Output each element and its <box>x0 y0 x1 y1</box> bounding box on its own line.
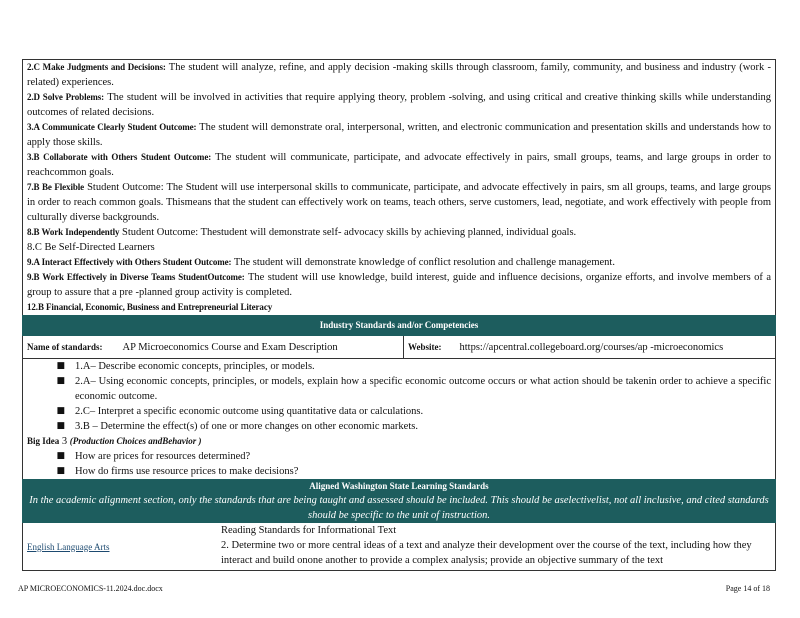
website-link[interactable]: https://apcentral.collegeboard.org/courses/ap -microeconomics <box>459 341 724 353</box>
skill-item: 9.B Work Effectively in Diverse Teams StudentOutcome: The student will use knowledge, build interest, guide and influence decisions, organize efforts, and involve members of a group to assure that a pre -planned group activity is completed. <box>27 272 771 298</box>
standards-row <box>22 336 776 358</box>
standards-name-value: AP Microeconomics Course and Exam Description <box>122 341 338 353</box>
list-item: ■ 3.B – Determine the effect(s) of one or more changes on other economic markets. <box>27 419 771 434</box>
list-item: ■ How do firms use resource prices to make decisions? <box>27 464 771 479</box>
standards-website-cell <box>403 336 775 358</box>
skill-item: 12.B Financial, Economic, Business and Entrepreneurial Literacy <box>27 302 273 312</box>
skills-list <box>23 60 775 315</box>
list-item: ■ 1.A– Describe economic concepts, principles, or models. <box>27 359 771 374</box>
ela-label[interactable]: English Language Arts <box>27 541 110 552</box>
bullet-icon: ■ <box>56 451 65 461</box>
industry-standards-header: Industry Standards and/or Competencies <box>22 315 776 336</box>
skills-section <box>22 59 776 315</box>
bullet-icon: ■ <box>56 361 65 371</box>
document-name: AP MICROECONOMICS-11.2024.doc.docx <box>18 584 163 593</box>
skill-item: 2.C Make Judgments and Decisions: The student will analyze, refine, and apply decision -making skills through classroom, family, community, and business and industry (work -related) experiences. <box>27 62 771 88</box>
ela-content <box>217 523 775 570</box>
standards-name-cell <box>23 342 403 353</box>
bullet-icon: ■ <box>56 406 65 416</box>
bullet-icon: ■ <box>56 376 65 386</box>
document-body <box>22 59 776 571</box>
skill-item: 7.B Be Flexible Student Outcome: The Student will use interpersonal skills to communicate, participate, and advocate effectively in pairs, sm all groups, teams, and large groups in order to reach common goals. Thismeans that the student can effectively work on teams, teach others, serve customers, lead, negotiate, and work effectively with people from culturally diverse backgrounds. <box>27 182 772 223</box>
list-item: ■ 2.A– Using economic concepts, principles, or models, explain how a specific economic outcome occurs or what action should be takenin order to achieve a specific economic outcome. <box>27 374 771 404</box>
website-label: Website: <box>408 342 442 352</box>
aligned-note: In the academic alignment section, only the standards that are being taught and assessed should be included. This should be aselectivelist, not all inclusive, and cited standards should be specific to the unit of instruction. <box>29 495 769 521</box>
page-footer <box>18 584 770 593</box>
list-item: ■ 2.C– Interpret a specific economic outcome using quantitative data or calculations. <box>27 404 771 419</box>
standards-detail <box>22 358 776 479</box>
big-idea: Big Idea 3 (Production Choices andBehavior ) <box>27 436 202 447</box>
skill-item: 3.B Collaborate with Others Student Outcome: The student will communicate, participate, and advocate effectively in pairs, small groups, teams, and large groups in order to reachcommon goals. <box>27 152 772 178</box>
skill-item: 3.A Communicate Clearly Student Outcome: The student will demonstrate oral, interpersonal, written, and electronic communication and presentation skills and understands how to apply those skills. <box>27 122 772 148</box>
skill-item: 9.A Interact Effectively with Others Student Outcome: The student will demonstrate knowledge of conflict resolution and challenge management. <box>27 257 615 268</box>
page-number: Page 14 of 18 <box>725 584 770 593</box>
big-idea-questions <box>23 449 775 479</box>
skill-item: 8.B Work Independently Student Outcome: Thestudent will demonstrate self- advocacy skills by achieving planned, individual goals. <box>27 227 577 238</box>
ela-row <box>22 523 776 571</box>
list-item: ■ How are prices for resources determined? <box>27 449 771 464</box>
standards-name-label: Name of standards: <box>27 341 103 352</box>
bullet-icon: ■ <box>56 421 65 431</box>
skill-item: 8.C Be Self-Directed Learners <box>27 242 155 253</box>
ela-heading: Reading Standards for Informational Text <box>221 525 397 536</box>
aligned-standards-header: Aligned Washington State Learning Standards In the academic alignment section, only the standards that are being taught and assessed should be included. This should be aselectivelist, not all inclusive, and cited standards should be specific to the unit of instruction. <box>22 479 776 523</box>
skill-item: 2.D Solve Problems: The student will be involved in activities that require applying theory, problem -solving, and using critical and creative thinking skills while understanding outcomes of related decisions. <box>27 92 771 118</box>
ela-standard-text: 2. Determine two or more central ideas of a text and analyze their development over the course of the text, including how they interact and build onone another to provide a complex analysis; provide an objective summary of the text <box>221 540 752 566</box>
standards-list <box>23 359 775 434</box>
bullet-icon: ■ <box>56 466 65 476</box>
